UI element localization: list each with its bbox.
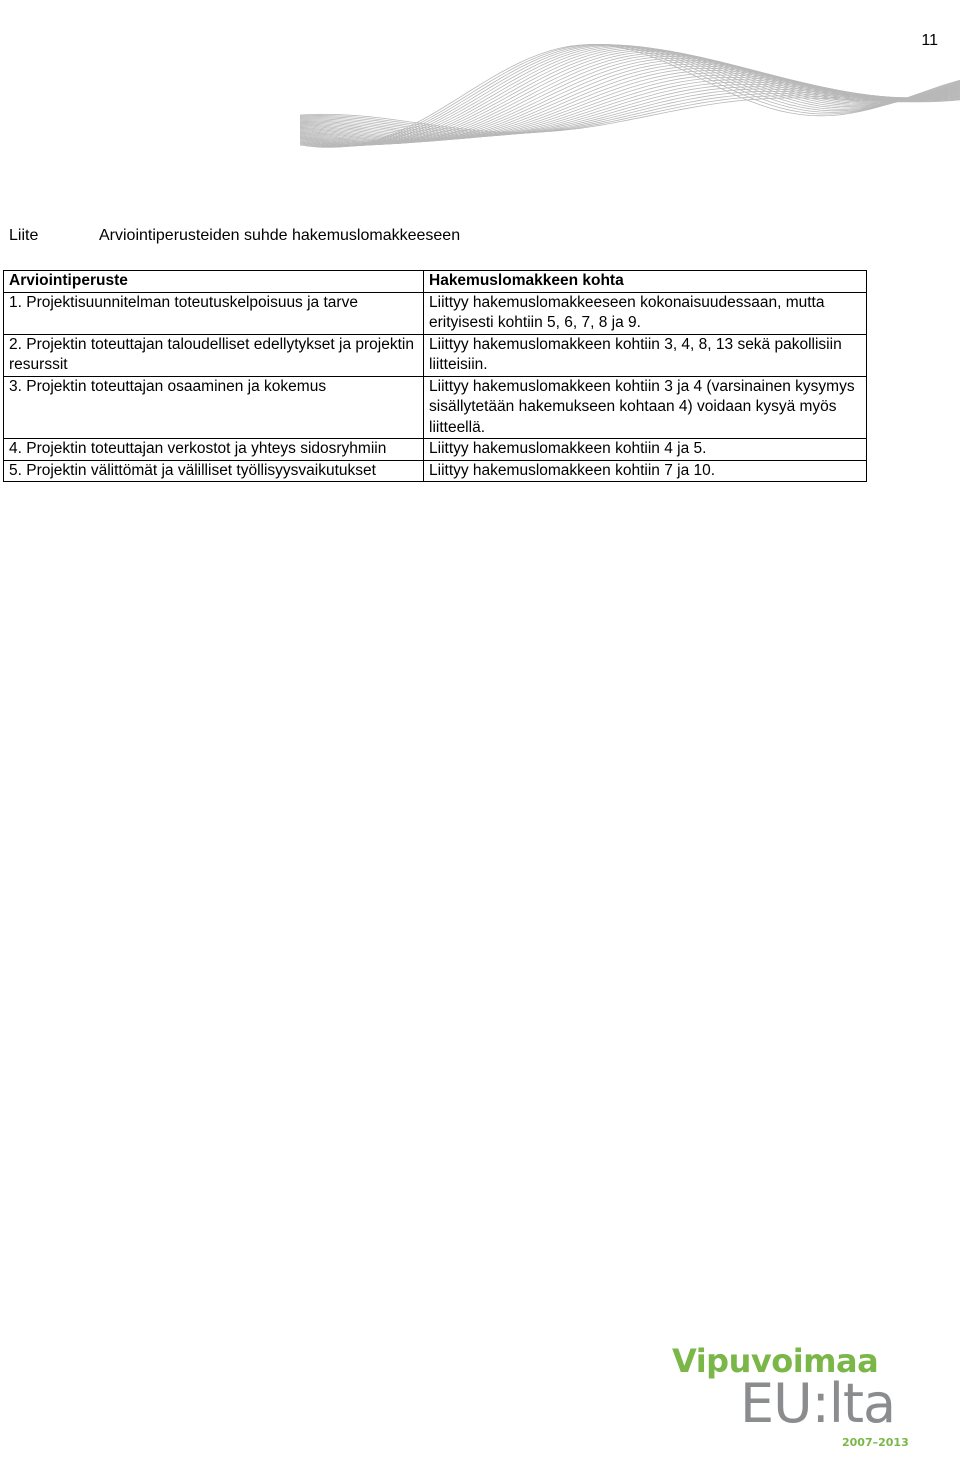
vipuvoimaa-eu-logo — [672, 1342, 932, 1452]
criterion-cell: 4. Projektin toteuttajan verkostot ja yhteys sidosryhmiin — [4, 439, 424, 461]
table-row — [4, 334, 867, 376]
table-row — [4, 439, 867, 461]
form-reference-cell: Liittyy hakemuslomakkeen kohtiin 3 ja 4 (varsinainen kysymys sisällytetään hakemukseen kohtaan 4) voidaan kysyä myös liitteellä. — [424, 376, 867, 439]
wave-line — [300, 66, 960, 141]
criterion-cell: 1. Projektisuunnitelman toteutuskelpoisuus ja tarve — [4, 292, 424, 334]
page-number: 11 — [921, 32, 938, 49]
form-reference-cell: Liittyy hakemuslomakkeen kohtiin 3, 4, 8, 13 sekä pakollisiin liitteisiin. — [424, 334, 867, 376]
table-header-row — [4, 271, 867, 293]
criterion-cell: 2. Projektin toteuttajan taloudelliset edellytykset ja projektin resurssit — [4, 334, 424, 376]
appendix-title: Arviointiperusteiden suhde hakemuslomakkeeseen — [99, 227, 461, 244]
form-reference-cell: Liittyy hakemuslomakkeen kohtiin 4 ja 5. — [424, 439, 867, 461]
form-reference-cell: Liittyy hakemuslomakkeen kohtiin 7 ja 10. — [424, 460, 867, 482]
criteria-table — [3, 270, 867, 482]
table-row — [4, 292, 867, 334]
logo-line-2: EU:lta — [740, 1372, 896, 1435]
appendix-label: Liite — [9, 227, 39, 244]
header-form-reference: Hakemuslomakkeen kohta — [424, 271, 867, 293]
form-reference-cell: Liittyy hakemuslomakkeeseen kokonaisuudessaan, mutta erityisesti kohtiin 5, 6, 7, 8 ja 9. — [424, 292, 867, 334]
table-row — [4, 376, 867, 439]
criterion-cell: 3. Projektin toteuttajan osaaminen ja kokemus — [4, 376, 424, 439]
appendix-heading — [9, 226, 460, 246]
header-criterion: Arviointiperuste — [4, 271, 424, 293]
table-row — [4, 460, 867, 482]
criterion-cell: 5. Projektin välittömät ja välilliset työllisyysvaikutukset — [4, 460, 424, 482]
logo-line-1: Vipuvoimaa — [672, 1342, 879, 1380]
decorative-wave-graphic — [300, 0, 960, 220]
logo-years: 2007–2013 — [842, 1436, 909, 1449]
